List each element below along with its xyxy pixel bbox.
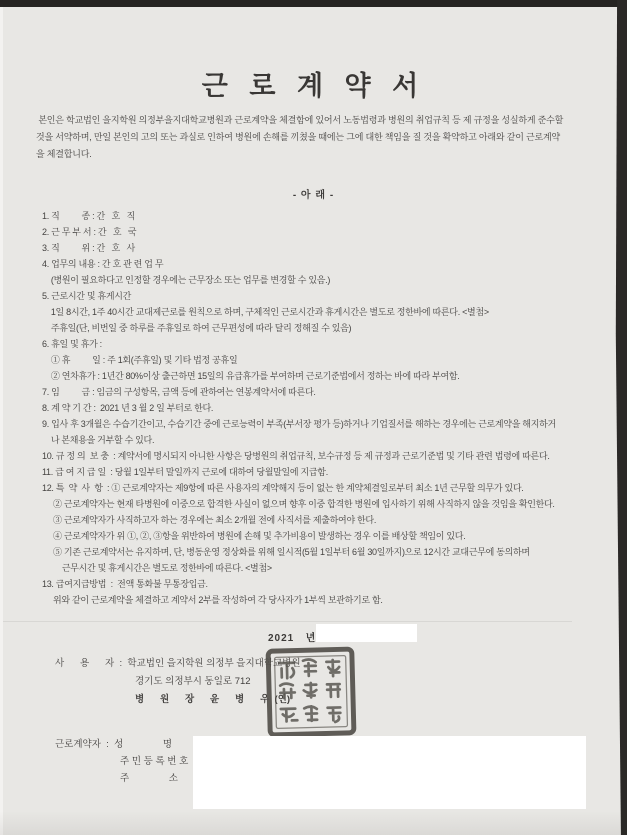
employer-separator: : (114, 658, 128, 669)
seal-mark-label: (인) (269, 694, 291, 705)
clause-line: 4. 업무의 내용 : 간 호 관 련 업 무 (42, 259, 164, 269)
employer-seal-stamp-icon (261, 646, 361, 739)
contract-date (268, 629, 316, 644)
worker-label: 근로계약자 (55, 739, 101, 750)
worker-field-id-number: 주 민 등 록 번 호 (120, 756, 189, 767)
clause-line: ④ 근로계약자가 위 ①, ②, ③항을 위반하여 병원에 손해 및 추가비용이 발생하는 경우 이를 배상할 책임이 있다. (42, 531, 466, 541)
clause-line: 10. 규 정 의 보 충 : 계약서에 명시되지 아니한 사항은 당병원의 취업규칙, 보수규정 등 제 규정과 근로기준법 및 기타 관련 법령에 따른다. (42, 451, 550, 461)
photo-border-top (0, 0, 627, 7)
clause-line: 나 본채용을 거부할 수 있다. (42, 435, 155, 445)
employer-name: 학교법인 을지학원 의정부 을지대학교병원 (127, 658, 301, 669)
intro-paragraph (36, 112, 602, 163)
worker-info-redaction-box (193, 736, 586, 809)
intro-line: 본인은 학교법인 을지학원 의정부을지대학교병원과 근로계약을 체결함에 있어서 노동법령과 병원의 취업규칙 등 제 규정을 성실하게 준수할 (36, 115, 564, 125)
clause-line: 13. 급여지급방법 : 전액 통화불 무통장입금. (42, 579, 208, 589)
clause-line: 주휴일(단, 비번일 중 하루를 주휴일로 하여 근무편성에 따라 달리 정해질 수 있음) (42, 323, 352, 333)
clause-line: 위와 같이 근로계약을 체결하고 계약서 2부를 작성하여 각 당사자가 1부씩 보관하기로 함. (42, 595, 383, 605)
clause-line: 3. 직 위 : 간 호 사 (42, 243, 135, 253)
clause-line: (병원이 필요하다고 인정할 경우에는 근무장소 또는 업무를 변경할 수 있음.) (42, 275, 331, 285)
clause-line: ② 연차휴가 : 1년간 80%이상 출근하면 15일의 유급휴가를 부여하며 근로기준법에서 정하는 바에 따라 부여함. (42, 371, 460, 381)
date-redaction-box (316, 624, 417, 642)
intro-line: 것을 서약하며, 만일 본인의 고의 또는 과실로 인하여 병원에 손해를 끼쳤을 때에는 그에 대한 책임을 질 것을 확약하고 아래와 같이 근로계약 (36, 132, 560, 142)
clause-line: 11. 급 여 지 급 일 : 당월 1일부터 말일까지 근로에 대하여 당월말일에 지급함. (42, 467, 328, 477)
intro-line: 을 체결합니다. (36, 149, 92, 159)
date-year-suffix: 년 (305, 633, 317, 644)
clause-line: 2. 근 무 부 서 : 간 호 국 (42, 227, 137, 237)
below-label: - 아 래 - (292, 190, 335, 201)
clause-line: 12. 특 약 사 항 : ① 근로계약자는 제9항에 따른 사용자의 계약해지 등이 없는 한 계약체결일로부터 최소 1년 근무할 의무가 있다. (42, 483, 524, 493)
clause-list (42, 208, 622, 608)
paper-left-edge (0, 0, 3, 835)
director-title-and-name: 병 원 장 윤 병 우 (135, 694, 270, 705)
clause-line: 9. 입사 후 3개월은 수습기간이고, 수습기간 중에 근로능력이 부족(부서장 평가 등)하거나 기업질서를 해하는 경우에는 근로계약을 해지하거 (42, 419, 556, 429)
clause-line: 7. 임 금 : 임금의 구성항목, 금액 등에 관하여는 연봉계약서에 따른다. (42, 387, 316, 397)
worker-field-name: 성 명 (114, 739, 173, 750)
worker-block (55, 736, 188, 787)
clause-line: 5. 근로시간 및 휴게시간 (42, 291, 132, 301)
date-year-suffix-gap (294, 633, 305, 644)
clause-line: 6. 휴일 및 휴가 : (42, 339, 102, 349)
clause-line: 1. 직 종 : 간 호 직 (42, 211, 135, 221)
clause-line: ① 휴 일 : 주 1회(주휴일) 및 기타 법정 공휴일 (42, 355, 238, 365)
clause-line: ⑤ 기존 근로계약서는 유지하며, 단, 병동운영 정상화를 위해 일시적(5월 1일부터 6월 30일까지)으로 12시간 교대근무에 동의하며 (42, 547, 530, 557)
clause-line: 8. 계 약 기 간 : 2021 년 3 월 2 일 부터로 한다. (42, 403, 214, 413)
clause-line: 1일 8시간, 1주 40시간 교대제근로를 원칙으로 하며, 구체적인 근로시간과 휴게시간은 별도로 정한바에 따른다. <별첨> (42, 307, 489, 317)
scan-fold-line (0, 621, 572, 622)
paper-bottom-shade (0, 811, 627, 835)
employer-label: 사 용 자 (55, 658, 115, 669)
page-title: 근 로 계 약 서 (201, 71, 426, 101)
clause-line: 근무시간 및 휴게시간은 별도로 정한바에 따른다. <별첨> (42, 563, 272, 573)
employer-address: 경기도 의정부시 동일로 712 (135, 676, 251, 687)
worker-line-name (55, 736, 188, 753)
worker-field-address: 주 소 (120, 773, 178, 784)
date-year: 2021 (268, 633, 295, 644)
clause-line: ② 근로계약자는 현재 타병원에 이중으로 합격한 사실이 없으며 향후 이중 합격한 병원에 입사하기 위해 사직하지 않을 것임을 확인한다. (42, 499, 555, 509)
clause-line: ③ 근로계약자가 사직하고자 하는 경우에는 최소 2개월 전에 사직서를 제출하여야 한다. (42, 515, 377, 525)
worker-separator: : (100, 739, 115, 750)
